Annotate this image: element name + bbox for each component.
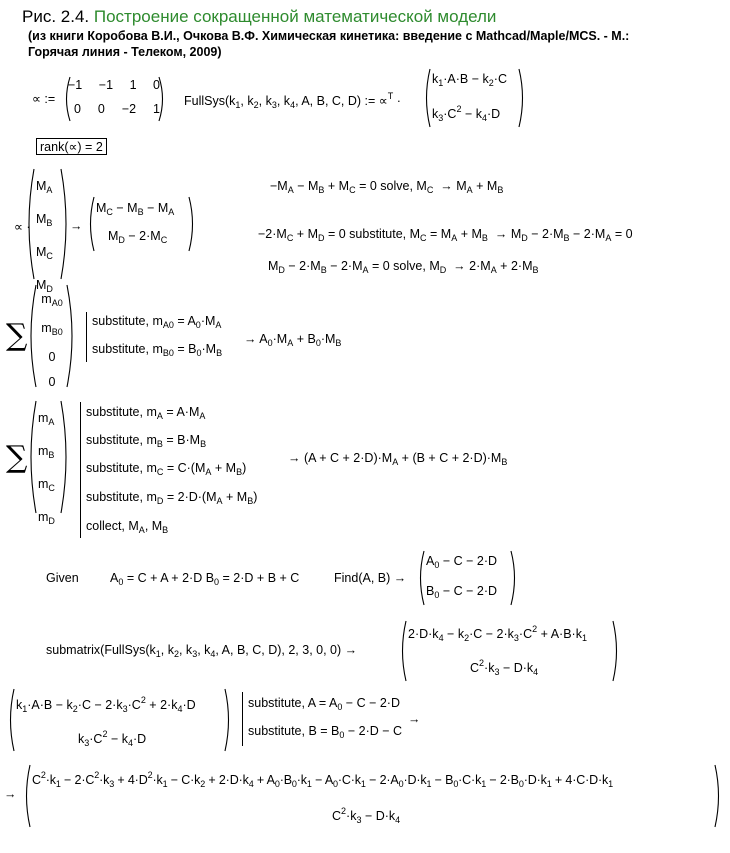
alpha-multiply-lhs: ∝ · — [14, 220, 31, 234]
submatrix-right-paren — [612, 620, 622, 682]
substitute-op: substitute, $m_C = C\cdot(M_A + M_B)$ — [86, 461, 247, 477]
vector-entry: $m_A$ — [38, 411, 55, 427]
subst-row-2: $k_3\cdot C^2 - k_4\cdot D$ — [78, 729, 147, 748]
vector-entry: $m_{A0}$ — [41, 292, 63, 308]
final-row-2: $C^2\cdot k_3 - D\cdot k_4$ — [332, 806, 401, 825]
figure-number: Рис. 2.4. — [22, 7, 90, 26]
subst-right-paren — [224, 688, 234, 752]
substitute-op: substitute, $m_A = A\cdot M_A$ — [86, 405, 206, 421]
fullsys-row-1: $k_1\cdot A\cdot B - k_2\cdot C$ — [432, 72, 507, 88]
alpha-cell: 0 — [74, 102, 81, 116]
substitute-op: substitute, $m_{A0} = A_0\cdot M_A$ — [92, 314, 222, 330]
alpha-result-row-1: $M_C - M_B - M_A$ — [96, 201, 175, 217]
alpha-matrix — [68, 78, 160, 116]
find-call: Find(A, B) → — [334, 571, 407, 585]
submatrix-call: $submatrix(FullSys(k_1$, $k_2$, $k_3$, $k_4$, A, B, C, D), 2, 3, 0, 0) → — [46, 643, 358, 659]
submatrix-left-paren — [398, 620, 408, 682]
given-equations: $A_0 = C + A + 2\cdot D$ $B_0 = 2\cdot D + B + C$ — [110, 571, 300, 587]
citation-line-2: Горячая линия - Телеком, 2009) — [28, 45, 222, 59]
result-left-paren — [86, 196, 96, 252]
citation-line-1: (из книги Коробова В.И., Очкова В.Ф. Химическая кинетика: введение с Mathcad/Maple/MCS. - М.: — [28, 29, 630, 43]
given-label: Given — [46, 571, 79, 585]
m0-vector — [38, 287, 66, 395]
subst-row-1: $k_1\cdot A\cdot B - k_2\cdot C - 2\cdot k_3\cdot C^2 + 2\cdot k_4\cdot D$ — [16, 695, 196, 714]
sum1-result: → $A_0\cdot M_A + B_0\cdot M_B$ — [244, 332, 342, 348]
alpha-cell: 0 — [153, 78, 160, 92]
submatrix-row-1: $2\cdot D\cdot k_4 - k_2\cdot C - 2\cdot k_3\cdot C^2 + A\cdot B\cdot k_1$ — [408, 624, 587, 643]
alpha-row-2 — [68, 102, 160, 116]
substitute-op: substitute, $A = A_0 - C - 2\cdot D$ — [248, 696, 400, 712]
vector-entry: $M_C$ — [36, 245, 53, 261]
m-lower-vector — [38, 404, 55, 536]
vector-entry: 0 — [48, 375, 56, 389]
find-left-paren — [416, 550, 426, 606]
find-result-row-2: $B_0 - C - 2\cdot D$ — [426, 584, 498, 600]
solve-line-1: $-M_A - M_B + M_C = 0$ solve, $M_C \to M_A + M_B$ — [270, 179, 504, 195]
fullsys-right-paren — [518, 68, 528, 128]
m-vector — [36, 172, 53, 304]
vector-entry: $m_B$ — [38, 444, 55, 460]
sum-symbol: ∑ — [6, 318, 28, 353]
arrow: → — [70, 219, 83, 233]
final-right-paren — [714, 764, 724, 828]
submatrix-row-2: $C^2\cdot k_3 - D\cdot k_4$ — [470, 658, 539, 677]
fullsys-row-2: $k_3\cdot C^2 - k_4\cdot D$ — [432, 104, 501, 123]
vector-entry: $M_A$ — [36, 179, 53, 195]
subst-left-paren — [6, 688, 16, 752]
operator-bar — [242, 692, 243, 746]
find-right-paren — [510, 550, 520, 606]
m-lower-vector-right-paren — [60, 400, 70, 514]
operator-bar — [80, 402, 81, 538]
fullsys-left-paren — [422, 68, 432, 128]
vector-entry: $M_B$ — [36, 212, 53, 228]
vector-entry: 0 — [48, 350, 56, 364]
alpha-result-row-2: $M_D - 2\cdot M_C$ — [108, 229, 168, 245]
solve-line-3: $M_D - 2\cdot M_B - 2\cdot M_A = 0$ solve, $M_D \to 2\cdot M_A + 2\cdot M_B$ — [268, 259, 539, 275]
fullsys-definition: $FullSys(k_1$, $k_2$, $k_3$, $k_4$, A, B, C, D) := ∝$^T$ · — [184, 91, 401, 110]
arrow: → — [408, 712, 421, 726]
fullsys-assign: := ∝ — [364, 94, 388, 108]
alpha-definition-lhs: ∝ := — [32, 92, 56, 106]
substitute-op: substitute, $m_D = 2\cdot D\cdot(M_A + M_B)$ — [86, 490, 258, 506]
alpha-cell: −1 — [98, 78, 114, 92]
figure-title — [22, 7, 496, 27]
alpha-cell: 1 — [153, 102, 160, 116]
solve-line-2: $-2\cdot M_C + M_D = 0$ substitute, $M_C = M_A + M_B \to M_D - 2\cdot M_B - 2\cdot M_A = 0$ — [258, 227, 633, 243]
sum-symbol: ∑ — [6, 440, 28, 475]
m-vector-right-paren — [60, 168, 70, 280]
figure-caption: Построение сокращенной математической модели — [93, 7, 497, 26]
collect-op: collect, $M_A$, $M_B$ — [86, 519, 169, 535]
alpha-cell: −1 — [68, 78, 83, 92]
m-vector-left-paren — [26, 168, 36, 280]
alpha-cell: −2 — [121, 102, 137, 116]
vector-entry: $m_D$ — [38, 510, 55, 526]
vector-entry: $m_C$ — [38, 477, 55, 493]
source-citation — [28, 28, 629, 60]
arrow: → — [4, 787, 17, 801]
substitute-op: substitute, $m_{B0} = B_0\cdot M_B$ — [92, 342, 223, 358]
result-right-paren — [188, 196, 198, 252]
alpha-cell: 1 — [129, 78, 137, 92]
fullsys-name: FullSys — [184, 94, 225, 108]
final-row-1: $C^2\cdot k_1 - 2\cdot C^2\cdot k_3 + 4\cdot D^2\cdot k_1 - C\cdot k_2 + 2\cdot D\cdot k_4 + A_0\cdot B_0\cdot k_1 - A_0\cdot C\cdot k_1 - 2\cdot A_0\cdot D\cdot k_1 - B_0\cdot C\cdot k_1 - 2\cdot B_0\cdot D\cdot k_1 + 4\cdot C\cdot D\cdot k_1$ — [32, 770, 613, 789]
transpose-mark: T — [387, 91, 394, 101]
vector-entry: $M_D$ — [36, 278, 53, 294]
sum2-result: → $(A + C + 2\cdot D)\cdot M_A + (B + C + 2\cdot D)\cdot M_B$ — [288, 451, 508, 467]
vector-entry: $m_{B0}$ — [41, 321, 63, 337]
alpha-cell: 0 — [97, 102, 105, 116]
m0-vector-left-paren — [28, 284, 38, 388]
substitute-op: substitute, $B = B_0 - 2\cdot D - C$ — [248, 724, 403, 740]
substitute-op: substitute, $m_B = B\cdot M_B$ — [86, 433, 207, 449]
final-left-paren — [22, 764, 32, 828]
alpha-row-1 — [68, 78, 160, 92]
m0-vector-right-paren — [66, 284, 76, 388]
operator-bar — [86, 312, 87, 362]
m-lower-vector-left-paren — [28, 400, 38, 514]
find-result-row-1: $A_0 - C - 2\cdot D$ — [426, 554, 498, 570]
rank-result: rank(∝) = 2 — [36, 138, 107, 155]
